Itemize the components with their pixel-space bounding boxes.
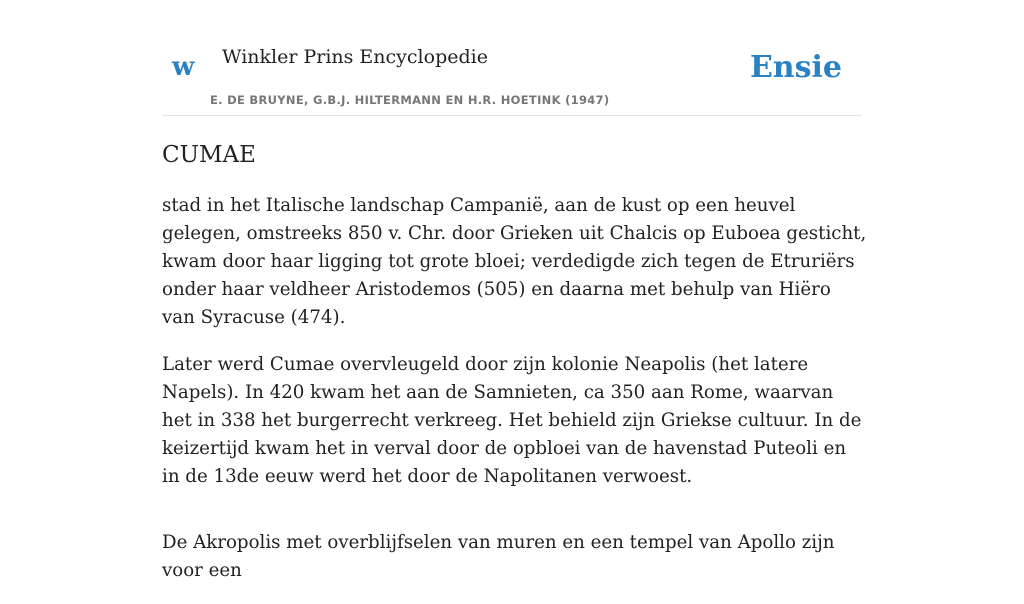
brand-logo[interactable]: Ensie [749,50,842,85]
authors-byline: E. DE BRUYNE, G.B.J. HILTERMANN EN H.R. HOETINK (1947) [210,93,610,107]
entry-title: CUMAE [162,142,256,168]
paragraph: Later werd Cumae overvleugeld door zijn kolonie Neapolis (het latere Napels). In 420 kwam het aan de Samnieten, ca 350 aan Rome, waarvan het in 338 het burgerrecht verkreeg. Het behield zijn Griekse cultuur. In de keizertijd kwam het in verval door de opbloei van de havenstad Puteoli en in de 13de eeuw werd het door de Napolitanen verwoest. [162,354,862,487]
site-title[interactable]: Winkler Prins Encyclopedie [222,46,488,68]
paragraph: stad in het Italische landschap Campanië, aan de kust op een heuvel gelegen, omstreeks 850 v. Chr. door Grieken uit Chalcis op Euboea gesticht, kwam door haar ligging tot grote bloei; verdedigde zich tegen de Etruriërs onder haar veldheer Aristodemos (505) en daarna met behulp van Hiëro van Syracuse (474). [162,195,867,328]
logo-icon[interactable]: w [172,52,195,82]
site-header [162,40,862,116]
paragraph: De Akropolis met overblijfselen van muren en een tempel van Apollo zijn voor een [162,532,835,581]
article-body [162,138,867,604]
